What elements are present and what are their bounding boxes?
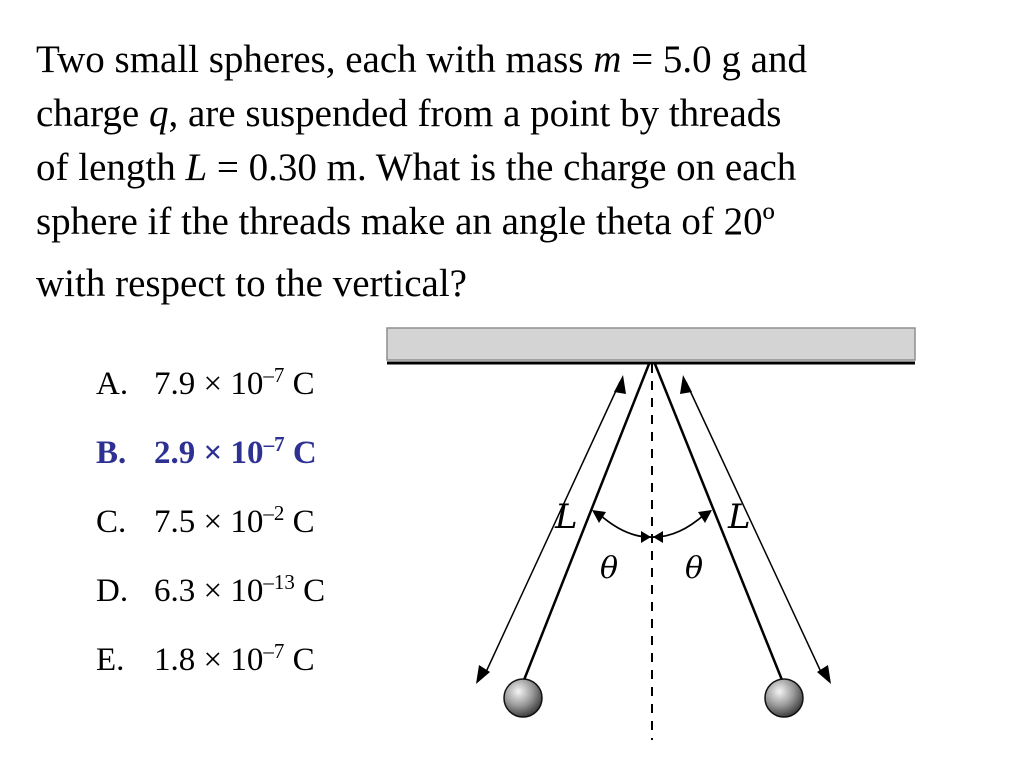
angle-label-left: θ (600, 551, 619, 586)
answer-e[interactable] (96, 639, 325, 713)
answer-a[interactable] (96, 363, 325, 437)
answer-unit: C (284, 366, 315, 402)
answer-exponent: –7 (263, 639, 285, 663)
answer-unit: C (284, 435, 317, 471)
answer-unit: C (284, 642, 315, 678)
right-length-arrowhead-top (680, 375, 692, 394)
answer-d[interactable] (96, 570, 326, 644)
answer-exponent: –7 (263, 432, 285, 456)
left-sphere (504, 679, 542, 717)
answer-letter: A. (96, 366, 129, 402)
answer-exponent: –7 (263, 363, 285, 387)
right-thread (655, 364, 782, 680)
center-angle-arrowhead-right (653, 531, 663, 543)
left-length-arrow (486, 382, 620, 672)
question-line-2: charge q, are suspended from a point by threads (36, 92, 782, 135)
answer-mantissa: 7.9 × 10 (154, 366, 264, 402)
answer-mantissa: 6.3 × 10 (154, 573, 264, 609)
angle-label-right: θ (685, 551, 704, 586)
answer-letter: B. (96, 435, 127, 471)
question-line-1: Two small spheres, each with mass m = 5.0 g and (36, 38, 807, 81)
left-thread (524, 364, 649, 680)
answer-mantissa: 2.9 × 10 (154, 435, 264, 471)
answer-unit: C (284, 504, 315, 540)
question-line-5: with respect to the vertical? (36, 262, 467, 305)
answer-exponent: –2 (263, 501, 285, 525)
answer-mantissa: 7.5 × 10 (154, 504, 264, 540)
right-sphere (765, 679, 803, 717)
question-line-4: sphere if the threads make an angle theta of 20º (36, 200, 775, 243)
answer-list (96, 363, 326, 713)
center-angle-arrowhead-left (641, 531, 651, 543)
answer-unit: C (294, 573, 326, 609)
length-label-right: L (728, 497, 751, 537)
answer-mantissa: 1.8 × 10 (154, 642, 264, 678)
answer-b[interactable] (96, 432, 325, 506)
left-angle-arrowhead (592, 510, 606, 523)
answer-c[interactable] (96, 501, 325, 575)
question-text (36, 40, 996, 318)
answer-letter: C. (96, 504, 127, 540)
question-line-3: of length L = 0.30 m. What is the charge on each (36, 146, 797, 189)
left-length-arrowhead-top (614, 375, 626, 394)
right-angle-arrowhead (698, 510, 712, 523)
answer-exponent: –13 (263, 570, 295, 594)
answer-letter: D. (96, 573, 129, 609)
answer-letter: E. (96, 642, 125, 678)
right-length-arrow (686, 382, 821, 672)
length-label-left: L (555, 497, 578, 537)
ceiling (387, 328, 915, 360)
pendulum-diagram (380, 322, 924, 748)
